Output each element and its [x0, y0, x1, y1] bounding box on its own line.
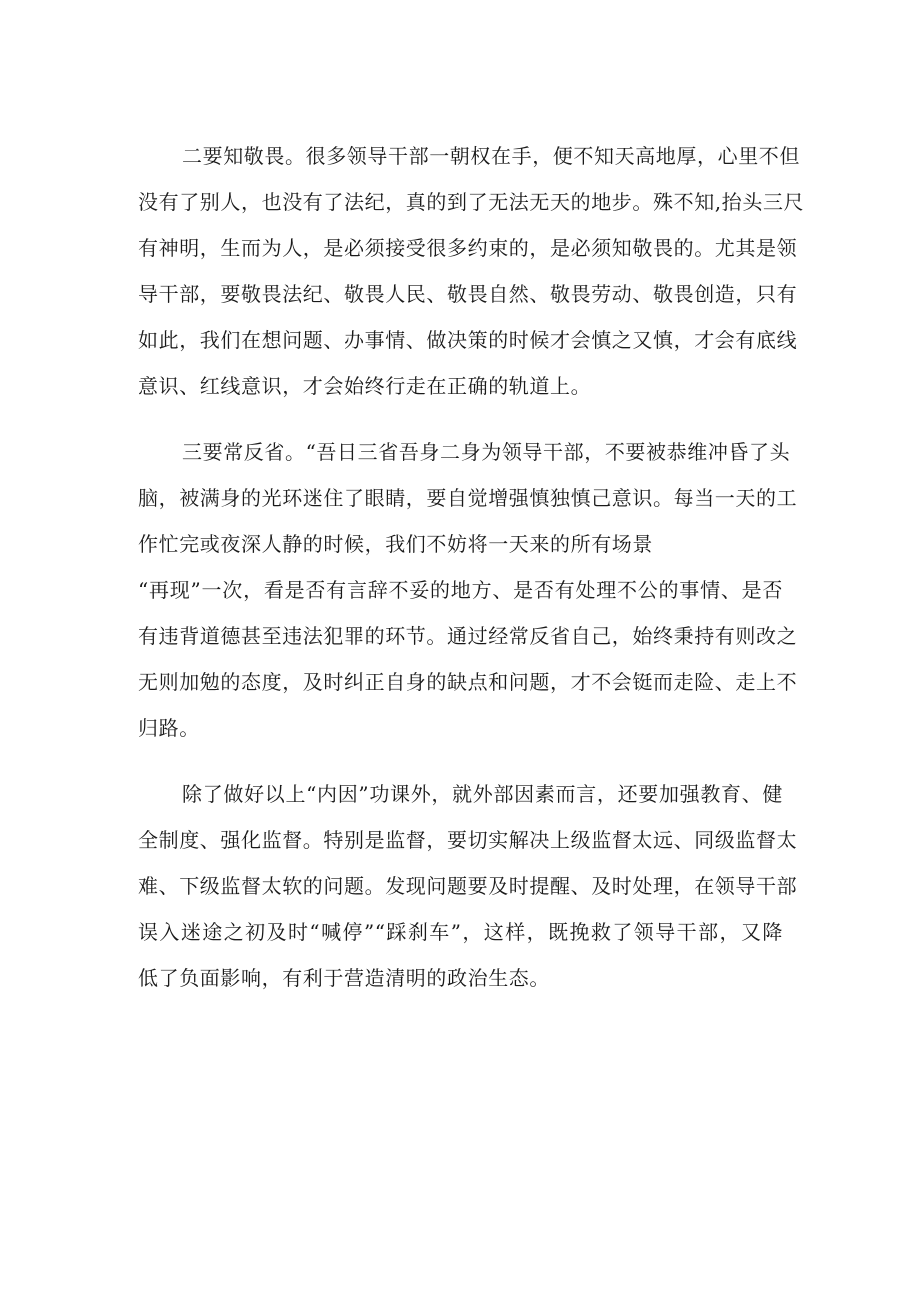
text-line: 如此，我们在想问题、办事情、做决策的时候才会慎之又慎，才会有底线	[138, 328, 798, 352]
text-line: 除了做好以上“内因”功课外，就外部因素而言，还要加强教育、健	[182, 782, 783, 806]
paragraph-spacer	[138, 751, 783, 771]
text-line: 低了负面影响，有利于营造清明的政治生态。	[138, 966, 550, 990]
text-line: 三要常反省。“吾日三省吾身二身为领导干部，不要被恭维冲昏了头	[182, 440, 791, 464]
paragraph-spacer	[138, 409, 783, 429]
text-line: 脑，被满身的光环迷住了眼睛，要自觉增强慎独慎己意识。每当一天的工	[138, 486, 798, 510]
text-line: 作忙完或夜深人静的时候，我们不妨将一天来的所有场景	[138, 532, 653, 556]
text-line: 全制度、强化监督。特别是监督，要切实解决上级监督太远、同级监督太	[138, 828, 798, 852]
text-line: 无则加勉的态度，及时纠正自身的缺点和问题，才不会铤而走险、走上不	[138, 670, 798, 694]
paragraph-supervision	[138, 771, 798, 1001]
text-line: “再现”一次，看是否有言辞不妥的地方、是否有处理不公的事情、是否	[138, 578, 783, 602]
paragraph-respect	[138, 133, 805, 409]
text-line: 有违背道德甚至违法犯罪的环节。通过经常反省自己，始终秉持有则改之	[138, 624, 798, 648]
text-line: 导干部，要敬畏法纪、敬畏人民、敬畏自然、敬畏劳动、敬畏创造，只有	[138, 282, 798, 306]
text-line: 有神明，生而为人，是必须接受很多约束的，是必须知敬畏的。尤其是领	[138, 236, 798, 260]
text-line: 没有了别人，也没有了法纪，真的到了无法无天的地步。殊不知,抬头三尺	[138, 190, 805, 214]
text-line: 二要知敬畏。很多领导干部一朝权在手，便不知天高地厚，心里不但	[182, 144, 800, 168]
text-line: 意识、红线意识，才会始终行走在正确的轨道上。	[138, 374, 592, 398]
paragraph-reflection	[138, 429, 798, 751]
text-line: 误入迷途之初及时“喊停”“踩刹车”，这样，既挽救了领导干部，又降	[138, 920, 783, 944]
text-line: 归路。	[138, 716, 200, 740]
text-line: 难、下级监督太软的问题。发现问题要及时提醒、及时处理，在领导干部	[138, 874, 798, 898]
document-page	[138, 133, 805, 1001]
